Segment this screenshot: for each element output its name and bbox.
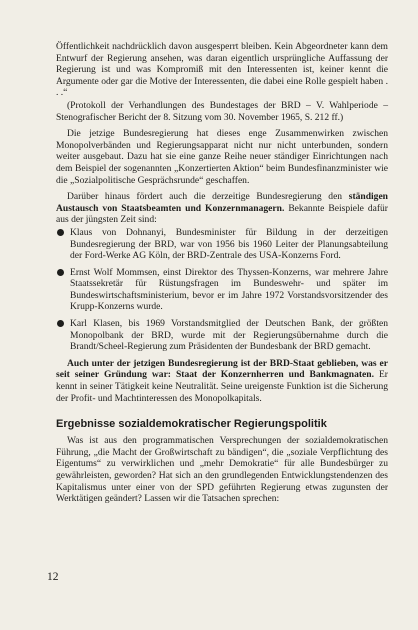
list-item-text: Ernst Wolf Mommsen, einst Direktor des Thyssen-Konzerns, war mehrere Jahre Staatssekretär für Rüstungsfragen im Bundeswehr- und später im Bundeswirtschaftsministerium, bevor er im Jahre 1972 Vorstandsvorsitzender des Krupp-Konzerns wurde.	[70, 266, 388, 313]
paragraph-exchange	[56, 191, 388, 226]
paragraph-results: Was ist aus den programmatischen Versprechungen der sozialdemokratischen Führung, „die Macht der Großwirtschaft zu bändigen“, die „soziale Verpflichtung des Eigentums“ zu verwirklichen und „mehr Demokratie“ für alle Bundesbürger zu gewährleisten, geworden? Hat sich an den grundlegenden Entwicklungstendenzen des Kapitalismus unter einer von der SPD geführten Regierung etwas zugunsten der Werktätigen geändert? Lassen wir die Tatsachen sprechen:	[56, 435, 388, 505]
citation: (Protokoll der Verhandlungen des Bundestages der BRD – V. Wahlperiode – Stenografischer Bericht der 8. Sitzung vom 30. November 1965, S. 212 ff.)	[56, 99, 388, 123]
bullet-icon	[57, 269, 64, 276]
paragraph-quote-end: Öffentlichkeit nachdrücklich davon ausgesperrt bleiben. Kein Abgeordneter kann dem Entwurf der Regierung ansehen, was daran eigentlich ursprüngliche Auffassung der Regierung ist und was Kompromiß mit den Interessenten ist, keiner kennt die Argumente oder gar die Motive der Interessenten, die dabei eine Rolle gespielt haben . . .“	[56, 41, 388, 99]
list-item	[56, 318, 388, 353]
paragraph-conclusion	[56, 358, 388, 404]
list-item-text: Klaus von Dohnanyi, Bundesminister für Bildung in der derzeitigen Bundesregierung der BRD, war von 1956 bis 1960 Leiter der Planungsabteilung der Ford-Werke AG Köln, der BRD-Zentrale des USA-Konzerns Ford.	[70, 226, 388, 262]
paragraph-cooperation: Die jetzige Bundesregierung hat dieses enge Zusammenwirken zwischen Monopolverbänden und Regierungsapparat nicht nur nicht unterbunden, sondern weiter ausgebaut. Dazu hat sie eine ganze Reihe neuer ständiger Einrichtungen nach dem Beispiel der sogenannten „Konzertierten Aktion“ beim Bundesfinanzminister wie die „Sozialpolitische Gesprächsrunde“ geschaffen.	[56, 128, 388, 186]
examples-list	[56, 227, 388, 353]
bullet-icon	[57, 229, 64, 236]
list-item-text: Karl Klasen, bis 1969 Vorstandsmitglied der Deutschen Bank, der größten Monopolbank der BRD, wurde mit der Regierungsübernahme durch die Brandt/Scheel-Regierung zum Präsidenten der Bundesbank der BRD gemacht.	[70, 318, 388, 353]
paragraph-conclusion-emphasis: Auch unter der jetzigen Bundesregierung ist der BRD-Staat geblieben, was er seit seiner Gründung war: Staat der Konzernherren und Bankmagnaten.	[56, 357, 388, 381]
paragraph-exchange-emphasis: ständigen Austausch von Staatsbeamten und Konzernmanagern.	[56, 191, 388, 214]
section-heading: Ergebnisse sozialdemokratischer Regierungspolitik	[56, 418, 327, 431]
bullet-icon	[57, 320, 64, 327]
paragraph-exchange-text: Darüber hinaus fördert auch die derzeitige Bundesregierung den	[67, 191, 349, 203]
page-number: 12	[47, 571, 59, 583]
list-item	[56, 227, 388, 262]
paragraph-exchange-text-end: Bekannte Beispiele dafür aus der jüngsten Zeit sind:	[56, 202, 388, 226]
paragraph-conclusion-text: Er kennt in seiner Tätigkeit keine Neutralität. Seine ureigenste Funktion ist die Sicherung der Profit- und Machtinteressen des Monopolkapitals.	[56, 369, 388, 404]
list-item	[56, 267, 388, 313]
